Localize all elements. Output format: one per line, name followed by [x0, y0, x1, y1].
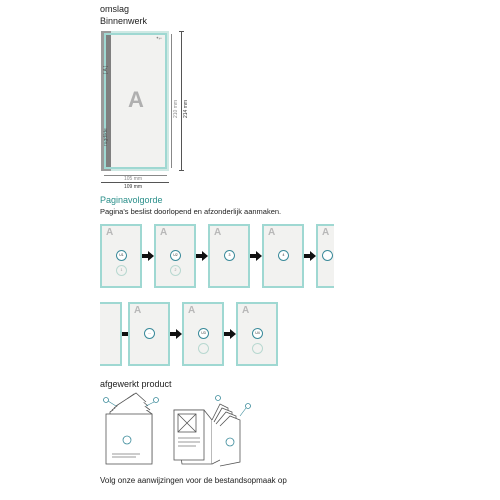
dim-tick [179, 170, 184, 171]
page-letter: A [242, 305, 250, 316]
closed-booklet-icon [106, 393, 152, 464]
page-thumb [154, 224, 196, 288]
page-number-circle: U2 [170, 250, 181, 261]
page-thumb [208, 224, 250, 288]
dim-width-inner-label: 105 mm [124, 176, 143, 182]
section-title-cover: omslag [100, 4, 130, 14]
page-letter: A [268, 227, 276, 238]
page-number-circle: U1 [116, 250, 127, 261]
marker-icon [104, 398, 109, 403]
cover-page-letter: A [128, 87, 144, 112]
crop-mask [60, 298, 100, 370]
arrow-right-icon [142, 251, 154, 260]
page-number-circle: 4 [278, 250, 289, 261]
page-number-circle: 3 [224, 250, 235, 261]
page-number-circle: U3 [198, 328, 209, 339]
dim-height-outer-label: 214 mm [183, 99, 189, 118]
page-letter: A [188, 305, 196, 316]
page-thumb [236, 302, 278, 366]
page-thumb [128, 302, 170, 366]
marker-icon [216, 396, 221, 401]
spine-strip [106, 35, 111, 167]
dim-line-height-outer [181, 31, 182, 171]
spine-bottom-text: rugdikte [103, 128, 109, 146]
page-number-circle [322, 250, 333, 261]
page-letter: A [322, 227, 330, 238]
footer-instruction: Volg onze aanwijzingen voor de bestandsopmaak op [100, 476, 287, 485]
crop-mask [334, 220, 374, 292]
section-subtitle-cover: Binnenwerk [100, 16, 148, 26]
page-letter: A [134, 305, 142, 316]
dim-height-inner-label: 210 mm [173, 99, 179, 118]
marker-icon [246, 404, 251, 409]
dim-width-outer-label: 109 mm [124, 184, 143, 190]
cover-page [104, 33, 167, 169]
page-number-circle-secondary: 2 [170, 265, 181, 276]
page-number-circle-secondary [198, 343, 209, 354]
cover-marker-icon: •⌐ [156, 36, 162, 42]
page-number-circle-secondary [252, 343, 263, 354]
finished-product-illustration [96, 390, 276, 470]
arrow-right-icon [250, 251, 262, 260]
page-number-circle: U4 [252, 328, 263, 339]
open-booklet-icon [174, 404, 240, 466]
page-thumb [182, 302, 224, 366]
page-number-circle: ... [144, 328, 155, 339]
section-description-order: Pagina's beslist doorlopend en afzonderlijk aanmaken. [100, 207, 282, 216]
marker-icon [154, 398, 159, 403]
section-title-order: Paginavolgorde [100, 195, 163, 205]
page-number-circle-secondary: 1 [116, 265, 127, 276]
page-letter: A [214, 227, 222, 238]
page-letter: A [160, 227, 168, 238]
dim-line-width-outer [101, 182, 169, 183]
dim-tick [179, 31, 184, 32]
section-title-product: afgewerkt product [100, 379, 172, 389]
dim-line-height-inner [171, 34, 172, 168]
arrow-right-icon [224, 329, 236, 338]
page-thumb [262, 224, 304, 288]
arrow-right-icon [170, 329, 182, 338]
arrow-right-icon [304, 251, 316, 260]
page-letter: A [106, 227, 114, 238]
page-thumb [100, 224, 142, 288]
spine-top-text: [ A ] [103, 65, 109, 74]
arrow-right-icon [196, 251, 208, 260]
